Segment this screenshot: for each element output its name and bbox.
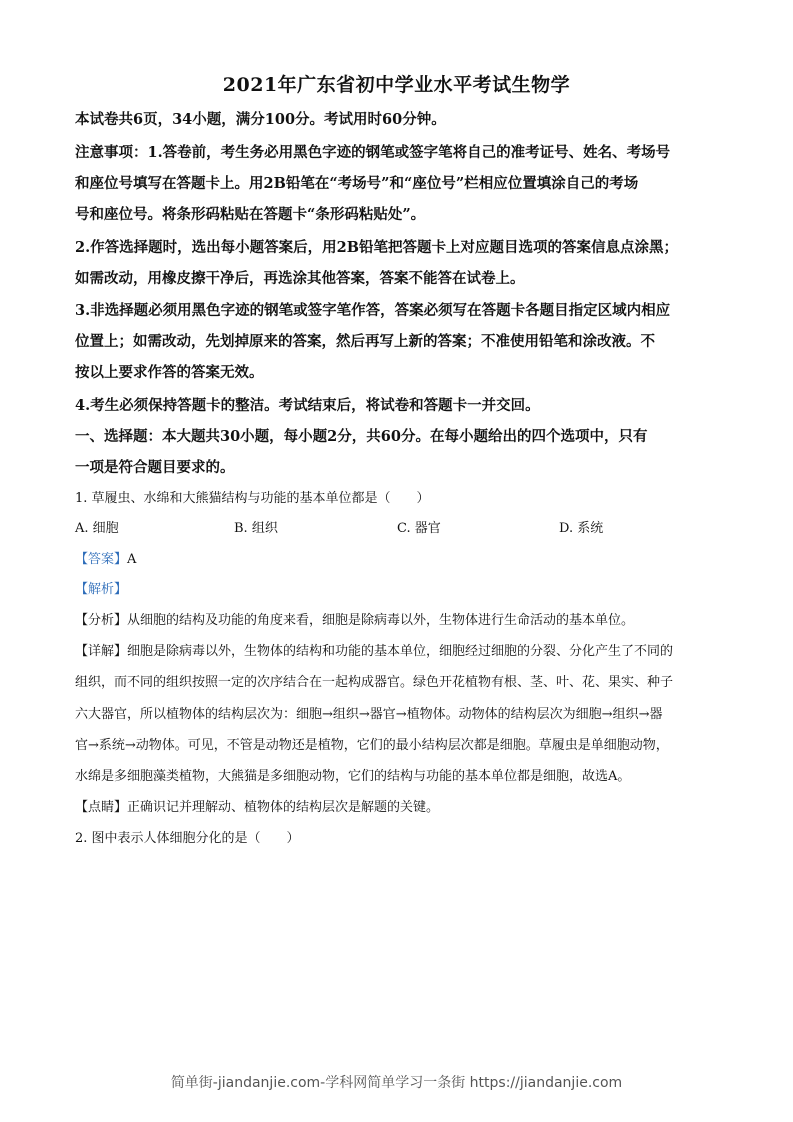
dianjing-line — [75, 796, 725, 815]
fenxi-line — [75, 609, 725, 628]
detail-tag: 【详解】 — [75, 644, 128, 659]
analysis-tag: 【解析】 — [75, 582, 128, 597]
footer-watermark: 简单街-jiandanjie.com-学科网简单学习一条街 https://jiandanjie.com — [170, 1075, 623, 1091]
notice-line: 注意事项：1.答卷前，考生务必用黑色字迹的钢笔或签字笔将自己的准考证号、姓名、考场号 — [75, 144, 671, 161]
answer-value: A — [127, 552, 137, 567]
fenxi-text: 从细胞的结构及功能的角度来看，细胞是除病毒以外，生物体进行生命活动的基本单位。 — [127, 613, 635, 628]
notice-line: 如需改动，用橡皮擦干净后，再选涂其他答案，答案不能答在试卷上。 — [75, 270, 525, 287]
detail-line: 水绵是多细胞藻类植物，大熊猫是多细胞动物，它们的结构与功能的基本单位都是细胞，故选A。 — [75, 769, 631, 784]
detail-text: 细胞是除病毒以外，生物体的结构和功能的基本单位，细胞经过细胞的分裂、分化产生了不同的 — [127, 644, 674, 659]
notice-line: 本试卷共6页，34小题，满分100分。考试用时60分钟。 — [75, 111, 446, 128]
answer-tag: 【答案】 — [75, 552, 128, 567]
notice-line: 2.作答选择题时，选出每小题答案后，用2B铅笔把答题卡上对应题目选项的答案信息点涂黑； — [75, 239, 678, 256]
detail-line: 官→系统→动物体。可见，不管是动物还是植物，它们的最小结构层次都是细胞。草履虫是单细胞动物， — [75, 738, 669, 753]
notice-line: 号和座位号。将条形码粘贴在答题卡“条形码粘贴处”。 — [75, 206, 426, 223]
section-heading: 一项是符合题目要求的。 — [75, 459, 235, 476]
detail-line: 组织，而不同的组织按照一定的次序结合在一起构成器官。绿色开花植物有根、茎、叶、花、果实、种子 — [75, 675, 674, 690]
option-d: D. 系统 — [559, 521, 604, 536]
dianjing-text: 正确识记并理解动、植物体的结构层次是解题的关键。 — [127, 800, 440, 815]
dianjing-tag: 【点睛】 — [75, 800, 128, 815]
question-2-stem: 2. 图中表示人体细胞分化的是（ ） — [75, 831, 300, 846]
notice-line: 按以上要求作答的答案无效。 — [75, 364, 264, 381]
option-a: A. 细胞 — [75, 521, 119, 536]
fenxi-tag: 【分析】 — [75, 613, 128, 628]
notice-line: 位置上；如需改动，先划掉原来的答案，然后再写上新的答案；不准使用铅笔和涂改液。不 — [75, 333, 655, 350]
detail-line — [75, 640, 725, 659]
detail-line: 六大器官，所以植物体的结构层次为：细胞→组织→器官→植物体。动物体的结构层次为细胞→组织→器 — [75, 707, 663, 722]
option-b: B. 组织 — [234, 521, 278, 536]
page-title: 2021年广东省初中学业水平考试生物学 — [222, 74, 571, 96]
notice-line: 和座位号填写在答题卡上。用2B铅笔在“考场号”和“座位号”栏相应位置填涂自己的考场 — [75, 175, 639, 192]
option-c: C. 器官 — [397, 521, 441, 536]
section-heading: 一、选择题：本大题共30小题，每小题2分，共60分。在每小题给出的四个选项中，只有 — [75, 428, 648, 445]
answer-line — [75, 548, 725, 567]
notice-line: 3.非选择题必须用黑色字迹的钢笔或签字笔作答，答案必须写在答题卡各题目指定区域内相应 — [75, 302, 671, 319]
notice-line: 4.考生必须保持答题卡的整洁。考试结束后，将试卷和答题卡一并交回。 — [75, 397, 540, 414]
question-1-stem: 1. 草履虫、水绵和大熊猫结构与功能的基本单位都是（ ） — [75, 491, 430, 506]
